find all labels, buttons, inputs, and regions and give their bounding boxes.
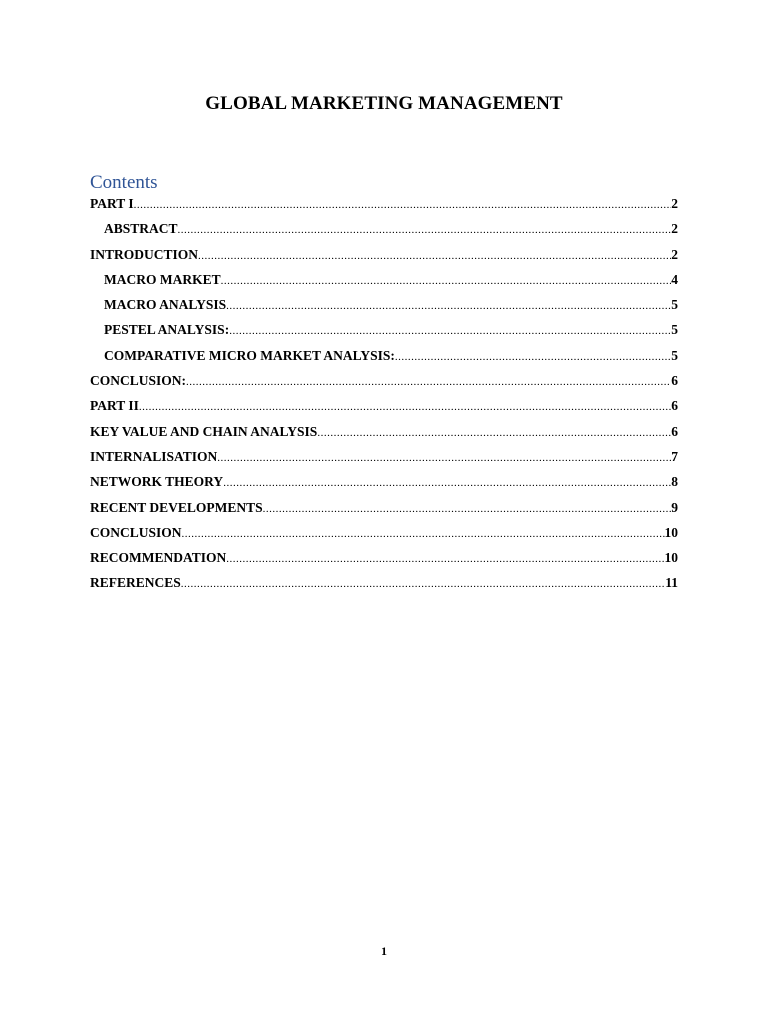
toc-entry-label: CONCLUSION: <box>90 373 187 389</box>
toc-heading: Contents <box>90 172 158 193</box>
toc-entry-label: PART II <box>90 398 139 414</box>
toc-entry-introduction[interactable] <box>90 245 678 270</box>
toc-entry-label: PART I <box>90 196 134 211</box>
toc-entry-part-ii[interactable] <box>90 396 678 421</box>
toc-entry-page: 2 <box>671 221 678 237</box>
dot-leader <box>395 347 671 367</box>
toc-entry-part-i[interactable] <box>90 194 678 219</box>
table-of-contents <box>90 194 678 599</box>
dot-leader <box>186 372 671 392</box>
toc-entry-label: KEY VALUE AND CHAIN ANALYSIS <box>90 423 318 439</box>
toc-entry-page: 5 <box>671 322 678 338</box>
toc-entry-page: 8 <box>671 474 678 490</box>
dot-leader <box>178 220 672 240</box>
dot-leader <box>182 524 665 544</box>
toc-entry-label: MACRO MARKET <box>104 271 221 287</box>
toc-entry-label: CONCLUSION <box>90 524 182 540</box>
toc-entry-page: 2 <box>671 196 678 211</box>
toc-entry-label: ABSTRACT <box>104 221 178 237</box>
toc-entry-label: COMPARATIVE MICRO MARKET ANALYSIS: <box>104 347 395 363</box>
toc-entry-label: PESTEL ANALYSIS: <box>104 322 230 338</box>
toc-entry-abstract[interactable] <box>90 219 678 244</box>
dot-leader <box>226 549 664 569</box>
toc-entry-internalisation[interactable] <box>90 447 678 472</box>
toc-entry-references[interactable] <box>90 573 678 598</box>
toc-entry-recommendation[interactable] <box>90 548 678 573</box>
dot-leader <box>221 271 672 291</box>
toc-entry-page: 9 <box>671 499 678 515</box>
dot-leader <box>223 473 671 493</box>
toc-entry-conclusion-part-i[interactable] <box>90 371 678 396</box>
toc-entry-page: 7 <box>671 448 678 464</box>
toc-entry-network-theory[interactable] <box>90 472 678 497</box>
document-title: GLOBAL MARKETING MANAGEMENT <box>205 93 563 114</box>
toc-entry-comparative-micro-market-analysis[interactable] <box>90 346 678 371</box>
dot-leader <box>139 397 671 417</box>
toc-entry-page: 6 <box>671 373 678 389</box>
toc-entry-page: 5 <box>671 297 678 313</box>
toc-entry-label: INTERNALISATION <box>90 448 218 464</box>
toc-entry-page: 2 <box>671 246 678 262</box>
toc-entry-label: MACRO ANALYSIS <box>104 297 227 313</box>
toc-entry-label: NETWORK THEORY <box>90 474 224 490</box>
dot-leader <box>263 499 672 519</box>
toc-entry-label: INTRODUCTION <box>90 246 199 262</box>
toc-entry-label: REFERENCES <box>90 575 181 591</box>
toc-entry-page: 10 <box>664 524 678 540</box>
dot-leader <box>226 296 671 316</box>
page-number: 1 <box>381 944 387 958</box>
toc-entry-page: 6 <box>671 423 678 439</box>
toc-entry-page: 6 <box>671 398 678 414</box>
toc-entry-key-value-and-chain-analysis[interactable] <box>90 422 678 447</box>
toc-entry-page: 5 <box>671 347 678 363</box>
toc-entry-page: 4 <box>671 271 678 287</box>
dot-leader <box>317 423 671 443</box>
dot-leader <box>198 246 671 266</box>
toc-entry-label: RECOMMENDATION <box>90 550 227 566</box>
toc-entry-macro-analysis[interactable] <box>90 295 678 320</box>
dot-leader <box>134 195 672 215</box>
dot-leader <box>229 321 671 341</box>
dot-leader <box>217 448 671 468</box>
toc-entry-recent-developments[interactable] <box>90 498 678 523</box>
toc-entry-pestel-analysis[interactable] <box>90 320 678 345</box>
toc-entry-conclusion[interactable] <box>90 523 678 548</box>
toc-entry-page: 11 <box>665 575 678 591</box>
dot-leader <box>181 574 665 594</box>
toc-entry-macro-market[interactable] <box>90 270 678 295</box>
toc-entry-page: 10 <box>664 550 678 566</box>
toc-entry-label: RECENT DEVELOPMENTS <box>90 499 263 515</box>
